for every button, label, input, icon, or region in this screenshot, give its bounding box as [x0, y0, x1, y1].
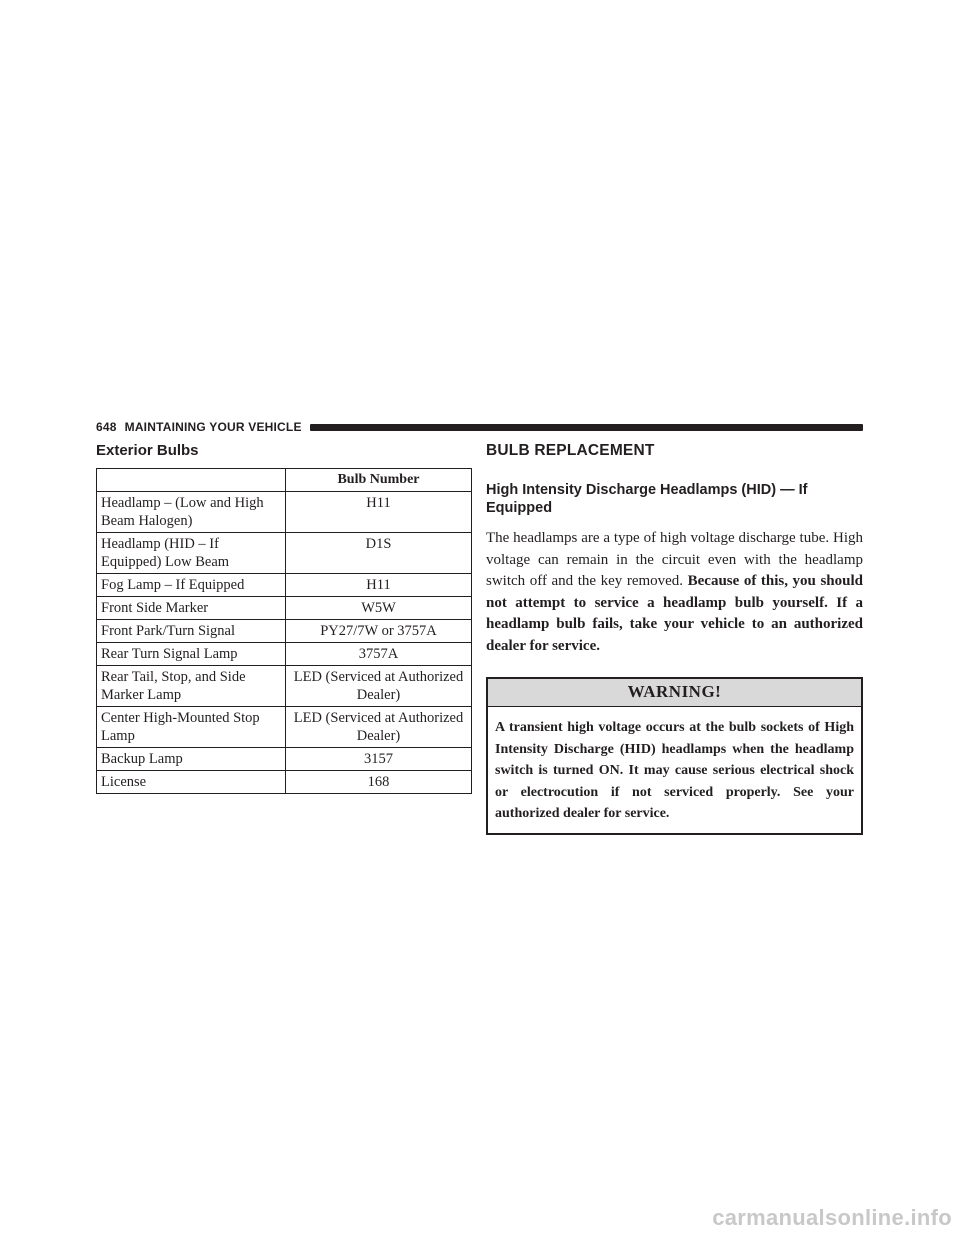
bulb-number-cell: H11: [286, 574, 472, 597]
bulb-location-cell: Front Park/Turn Signal: [97, 620, 286, 643]
exterior-bulbs-section: [96, 441, 472, 794]
table-row: [97, 574, 472, 597]
table-row: [97, 492, 472, 533]
bulb-number-cell: LED (Serviced at Authorized Dealer): [286, 666, 472, 707]
bulb-number-cell: 168: [286, 771, 472, 794]
watermark-text: carmanualsonline.info: [712, 1205, 952, 1230]
hid-subheading: High Intensity Discharge Headlamps (HID) — If Equipped: [486, 482, 808, 516]
bulb-location-cell: Headlamp (HID – If Equipped) Low Beam: [97, 533, 286, 574]
bulb-replacement-heading: BULB REPLACEMENT: [486, 442, 655, 459]
table-row: [97, 533, 472, 574]
section-title: MAINTAINING YOUR VEHICLE: [124, 420, 302, 434]
bulb-location-cell: Front Side Marker: [97, 597, 286, 620]
bulb-location-cell: Fog Lamp – If Equipped: [97, 574, 286, 597]
page-number: 648: [96, 420, 117, 434]
bulb-number-cell: W5W: [286, 597, 472, 620]
bulb-number-cell: LED (Serviced at Authorized Dealer): [286, 707, 472, 748]
bulb-table: [96, 468, 472, 794]
warning-text: A transient high voltage occurs at the bulb sockets of High Intensity Discharge (HID) headlamps when the headlamp switch is turned ON. It may cause serious electrical shock or electrocution if not serviced properly. See your authorized dealer for service.: [495, 720, 854, 821]
table-row: [97, 748, 472, 771]
body-normal-text: The headlamps are a type of high voltage discharge tube. High voltage can remain in the circuit even with the headlamp switch off and the key removed.: [486, 530, 863, 589]
table-header-row: [97, 469, 472, 492]
table-row: [97, 643, 472, 666]
table-row: [97, 707, 472, 748]
table-row: [97, 597, 472, 620]
table-header-bulb-number: Bulb Number: [286, 469, 472, 492]
bulb-number-cell: 3757A: [286, 643, 472, 666]
bulb-number-cell: D1S: [286, 533, 472, 574]
bulb-location-cell: Rear Turn Signal Lamp: [97, 643, 286, 666]
header-rule: [310, 424, 863, 431]
page-header: [96, 417, 863, 437]
bulb-number-cell: H11: [286, 492, 472, 533]
bulb-location-cell: Backup Lamp: [97, 748, 286, 771]
bulb-location-cell: License: [97, 771, 286, 794]
warning-title: WARNING!: [488, 679, 861, 707]
warning-box: [486, 677, 863, 835]
table-row: [97, 620, 472, 643]
bulb-location-cell: Rear Tail, Stop, and Side Marker Lamp: [97, 666, 286, 707]
exterior-bulbs-heading: Exterior Bulbs: [96, 442, 199, 459]
table-header-blank: [97, 469, 286, 492]
body-bold-text: Because of this, you should not attempt to service a headlamp bulb yourself. If a headlamp bulb fails, take your vehicle to an authorized dealer for service.: [486, 573, 863, 654]
hid-body-paragraph: [486, 528, 863, 657]
bulb-number-cell: 3157: [286, 748, 472, 771]
bulb-number-cell: PY27/7W or 3757A: [286, 620, 472, 643]
bulb-location-cell: Center High-Mounted Stop Lamp: [97, 707, 286, 748]
table-row: [97, 771, 472, 794]
bulb-location-cell: Headlamp – (Low and High Beam Halogen): [97, 492, 286, 533]
bulb-replacement-section: [486, 441, 863, 835]
table-row: [97, 666, 472, 707]
